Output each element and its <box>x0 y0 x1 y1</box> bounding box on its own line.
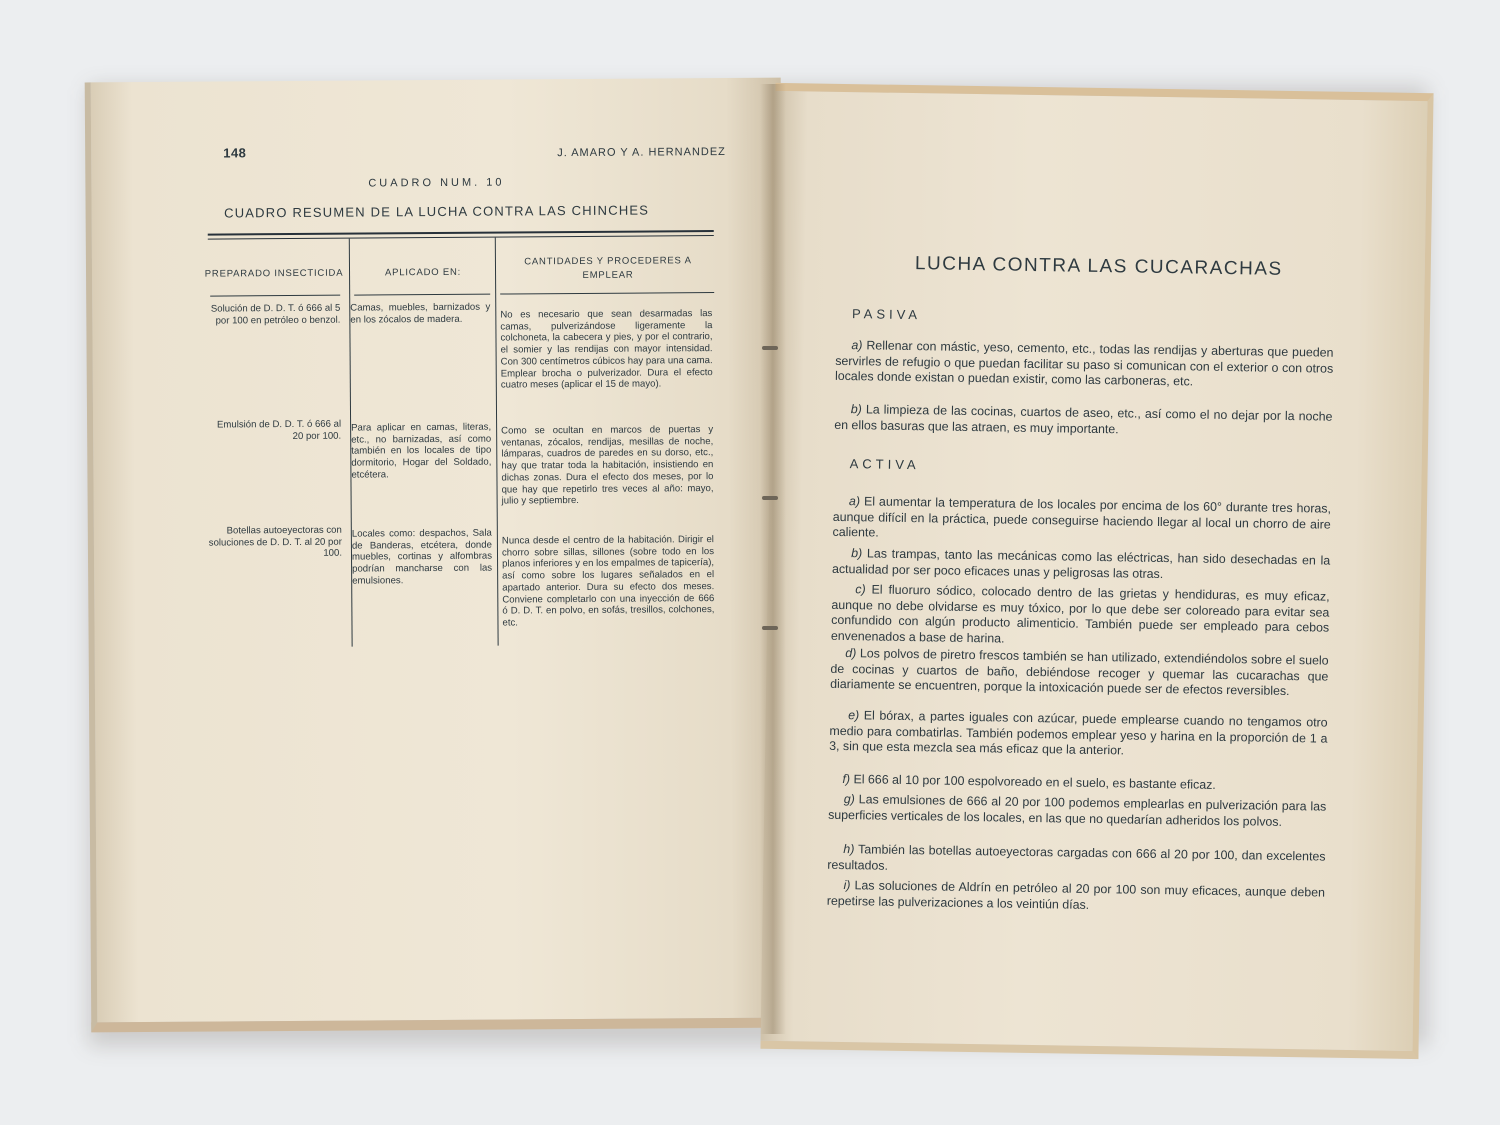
binding-stitch <box>762 346 778 350</box>
item-letter: c) <box>855 582 866 597</box>
header-rule <box>500 292 714 294</box>
paragraph-text: El 666 al 10 por 100 espolvoreado en el suelo, es bastante eficaz. <box>853 772 1216 792</box>
page-title: LUCHA CONTRA LAS CUCARACHAS <box>914 253 1283 280</box>
paragraph-text: El aumentar la temperatura de los locales por encima de los 60° durante tres horas, aunque difícil en la práctica, puede conseguirse haciendo llegar al local un chorro de aire caliente. <box>832 494 1332 540</box>
paragraph-text: El bórax, a partes iguales con azúcar, puede emplearse cuando no tengamos otro medio para combatirlas. También podemos emplear yeso y harina en la proporción de 1 a 3, sin que esta mezcla sea más eficaz que la anterior. <box>829 708 1328 758</box>
paragraph <box>832 494 1331 549</box>
item-letter: f) <box>842 772 851 787</box>
column-header-aplicado: APLICADO EN: <box>384 266 462 279</box>
table-title: CUADRO RESUMEN DE LA LUCHA CONTRA LAS CHINCHES <box>224 202 650 221</box>
paragraph <box>829 772 1327 795</box>
table-cell-aplicado: Locales como: despachos, Sala de Banderas, etcétera, donde muebles, cortinas y alfombras podrían mancharse con las emulsiones. <box>351 527 493 587</box>
paragraph <box>832 546 1330 585</box>
paragraph <box>829 708 1328 763</box>
right-page <box>760 83 1433 1059</box>
section-heading-activa: ACTIVA <box>849 456 920 473</box>
table-cell-preparado: Botellas autoeyectoras con soluciones de D. D. T. al 20 por 100. <box>208 524 343 560</box>
paragraph-text: Rellenar con mástic, yeso, cemento, etc., todas las rendijas y aberturas que pueden servirles de refugio o que puedan facilitar su paso si comunican con el exterior o con otros locales donde existan o puedan existir, como las carboneras, etc. <box>834 338 1334 389</box>
item-letter: g) <box>843 792 855 807</box>
paragraph <box>827 878 1325 917</box>
table-cell-cantidades: Nunca desde el centro de la habitación. Dirigir el chorro sobre sillas, sillones (sobre todo en los planos inferiores y en los empalmes de tapicería), así como sobre los lugares señalados en el apartado anterior. Dura su efecto dos meses. Conviene completarlo con una inyección de 666 ó D. D. T. en polvo, en sofás, tresillos, colchones, etc. <box>501 534 715 629</box>
table-cell-aplicado: Para aplicar en camas, literas, etc., no barnizadas, así como también en los locales de tipo dormitorio, Hogar del Soldado, etcétera. <box>351 421 492 481</box>
table-cell-preparado: Emulsión de D. D. T. ó 666 al 20 por 100. <box>216 418 342 442</box>
binding-stitch <box>762 626 778 630</box>
paragraph <box>831 582 1330 652</box>
book-gutter <box>760 84 786 1034</box>
table-cell-preparado: Solución de D. D. T. ó 666 al 5 por 100 en petróleo o benzol. <box>210 302 341 327</box>
table-number: CUADRO NUM. 10 <box>368 176 505 190</box>
item-letter: h) <box>843 842 855 857</box>
item-letter: e) <box>848 708 860 723</box>
item-letter: d) <box>845 646 857 661</box>
header-rule <box>210 295 340 297</box>
paragraph-text: Las emulsiones de 666 al 20 por 100 podemos emplearlas en pulverización para las superficies verticales de los locales, en las que no quedarían adheridos los polvos. <box>828 792 1327 829</box>
item-letter: a) <box>848 494 861 509</box>
table-top-rule-thin <box>208 235 714 240</box>
paragraph-text: Las trampas, tanto las mecánicas como las eléctricas, han sido desechadas en la actualidad por ser poco eficaces unas y peligrosas las otras. <box>831 546 1331 581</box>
paragraph-text: Las soluciones de Aldrín en petróleo al 20 por 100 son muy eficaces, aunque deben repetirse las pulverizaciones a los veintiún días. <box>826 878 1326 912</box>
running-head: J. AMARO Y A. HERNANDEZ <box>557 145 726 160</box>
paragraph <box>828 792 1326 831</box>
paragraph-text: El fluoruro sódico, colocado dentro de las grietas y hendiduras, es muy eficaz, aunque no debe olvidarse es muy tóxico, por lo que debe ser coloreado para evitar sea confundido con algún producto alimenticio. También puede ser empleado para cebos envenenados a base de harina. <box>830 582 1330 646</box>
column-divider <box>495 238 499 646</box>
item-letter: b) <box>851 546 863 561</box>
left-page <box>85 78 788 1033</box>
section-heading-pasiva: PASIVA <box>851 306 922 323</box>
item-letter: i) <box>843 878 851 893</box>
header-rule <box>354 294 490 296</box>
paragraph <box>830 646 1329 701</box>
column-header-preparado: PREPARADO INSECTICIDA <box>204 267 344 280</box>
paragraph <box>834 402 1332 441</box>
binding-stitch <box>762 496 778 500</box>
column-header-cantidades: CANTIDADES Y PROCEDERES A EMPLEAR <box>524 255 692 281</box>
table-cell-cantidades: No es necesario que sean desarmadas las camas, pulverizándose ligeramente la colchoneta, la cabecera y pies, y por el contrario, el somier y las rendijas con mayor intensidad. Con 300 centímetros cúbicos hay para una cama. Emplear brocha o pulverizador. Dura el efecto cuatro meses (aplicar el 15 de mayo). <box>500 308 713 391</box>
item-letter: a) <box>851 338 863 353</box>
paragraph <box>835 338 1334 393</box>
paragraph-text: La limpieza de las cocinas, cuartos de aseo, etc., así como el no dejar por la noche en ellos basuras que las atraen, es muy importante. <box>834 402 1333 436</box>
table-cell-cantidades: Como se ocultan en marcos de puertas y ventanas, zócalos, rendijas, mesillas de noche, lámparas, cuadros de paredes en su dorso, etc., hay que tratar toda la habitación, insistiendo en dichas zonas. Dura el efecto dos meses, por lo que hay que repetirlo tres veces al año: mayo, julio y septiembre. <box>501 424 714 507</box>
paragraph <box>827 842 1325 881</box>
paragraph-text: También las botellas autoeyectoras cargadas con 666 al 20 por 100, dan excelentes resultados. <box>827 842 1326 873</box>
item-letter: b) <box>850 402 862 417</box>
page-number: 148 <box>223 145 247 161</box>
table-cell-aplicado: Camas, muebles, barnizados y en los zócalos de madera. <box>350 301 491 326</box>
paragraph-text: Los polvos de piretro frescos también se han utilizado, extendiéndolos sobre el suelo de cocinas y cuartos de baño, debiéndose recoger y quemar las cucarachas que diariamente se encuentren, porque la intoxicación puede ser de efectos reversibles. <box>830 646 1329 699</box>
